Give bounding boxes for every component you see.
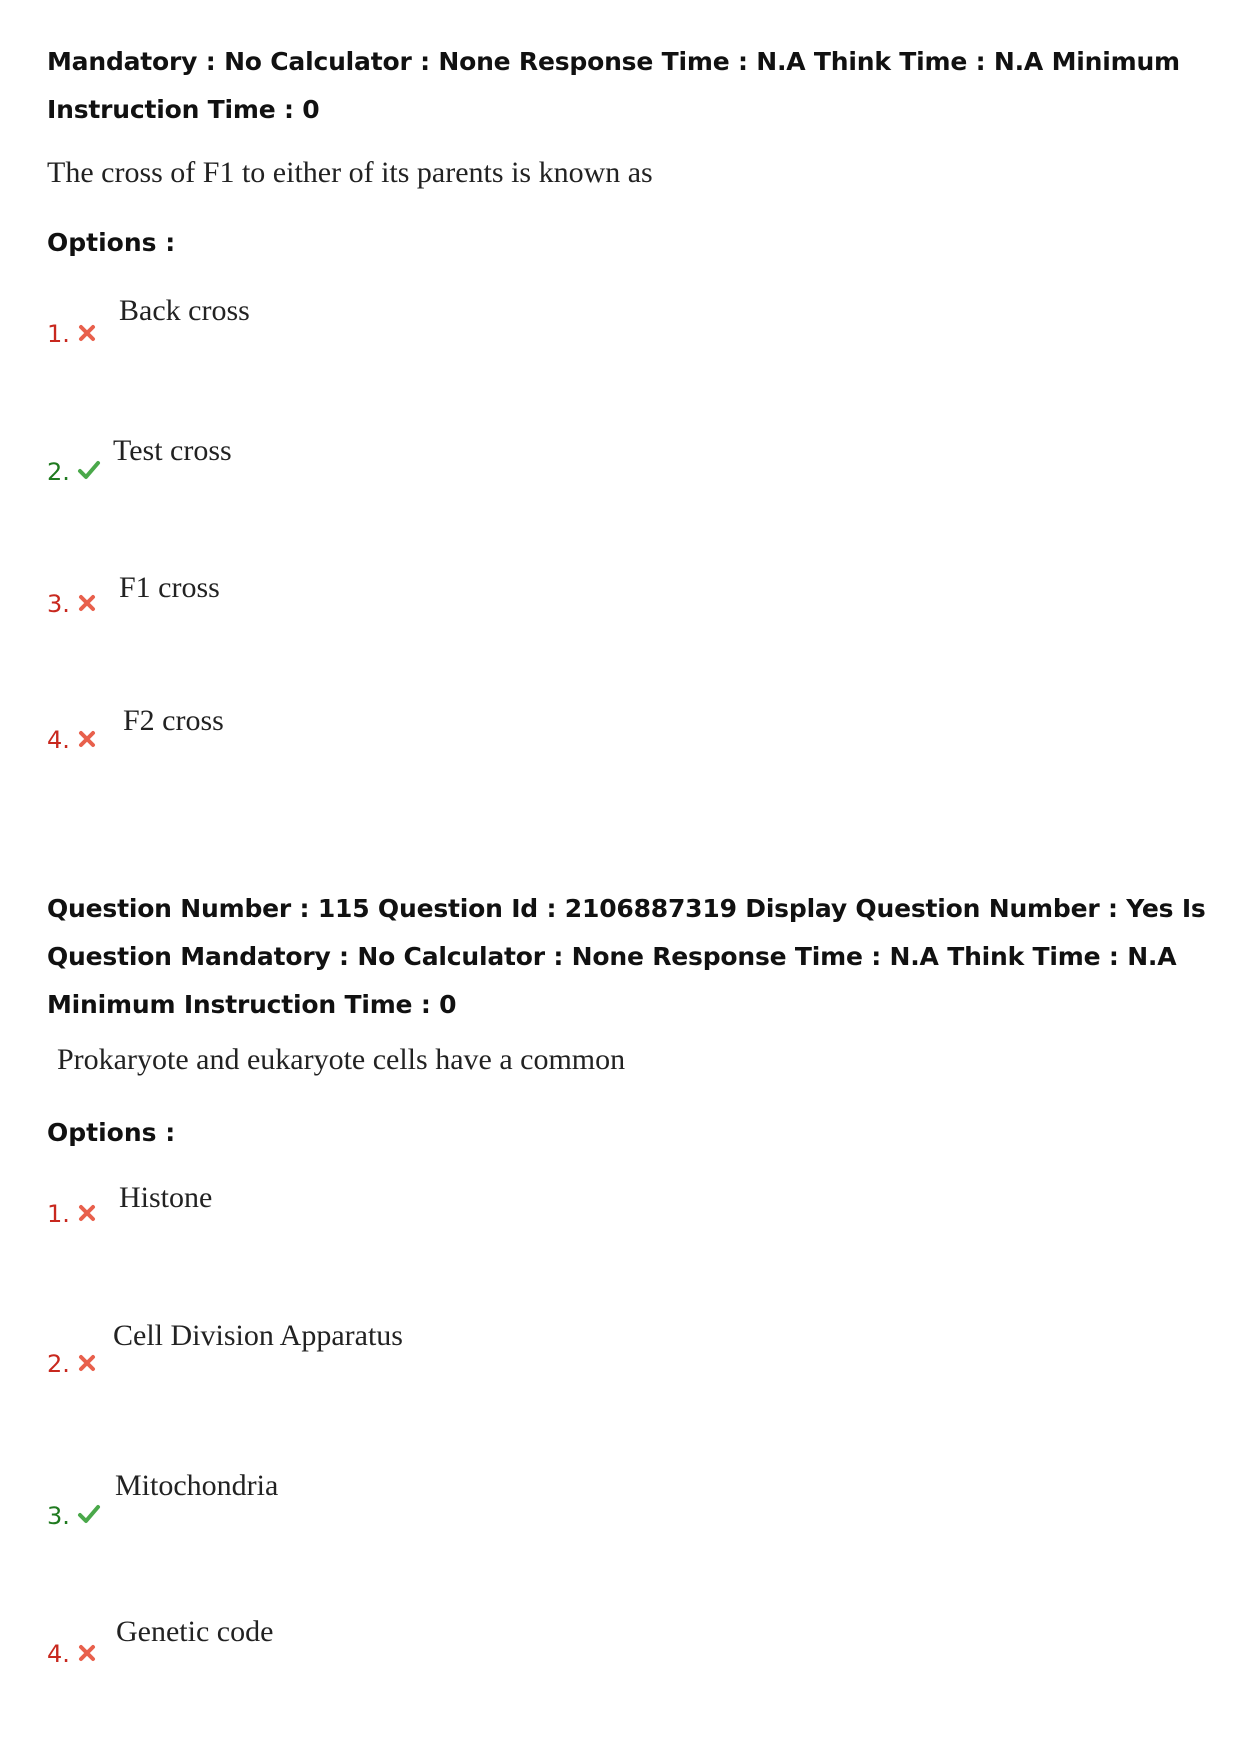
question-text: Prokaryote and eukaryote cells have a common bbox=[57, 1043, 626, 1076]
option-number: 4. bbox=[47, 1640, 70, 1668]
cross-icon bbox=[77, 323, 97, 343]
option-text: Back cross bbox=[119, 294, 250, 327]
option-number: 1. bbox=[47, 320, 70, 348]
option-number: 1. bbox=[47, 1200, 70, 1228]
option-text: Test cross bbox=[113, 434, 232, 467]
option-number: 3. bbox=[47, 590, 70, 618]
option-text: Mitochondria bbox=[115, 1469, 279, 1502]
question-meta: Mandatory : No Calculator : None Response Time : N.A Think Time : N.A Minimum Instruction Time : 0 bbox=[47, 47, 1180, 124]
options-label: Options : bbox=[47, 1118, 176, 1147]
cross-icon bbox=[77, 729, 97, 749]
cross-icon bbox=[77, 1203, 97, 1223]
cross-icon bbox=[77, 1353, 97, 1373]
cross-icon bbox=[77, 1643, 97, 1663]
question-text: The cross of F1 to either of its parents is known as bbox=[47, 156, 653, 189]
option-text: Cell Division Apparatus bbox=[113, 1319, 403, 1352]
option-number: 2. bbox=[47, 458, 70, 486]
option-number: 4. bbox=[47, 726, 70, 754]
option-number: 3. bbox=[47, 1502, 70, 1530]
option-text: F1 cross bbox=[119, 571, 220, 604]
option-text: Histone bbox=[119, 1181, 213, 1214]
option-text: F2 cross bbox=[123, 704, 224, 737]
question-meta: Question Number : 115 Question Id : 2106887319 Display Question Number : Yes Is Question Mandatory : No Calculator : None Response Time : N.A Think Time : N.A Minimum Instruction Time : 0 bbox=[47, 894, 1206, 1019]
options-label: Options : bbox=[47, 228, 176, 257]
option-text: Genetic code bbox=[116, 1615, 274, 1648]
option-number: 2. bbox=[47, 1350, 70, 1378]
check-icon bbox=[77, 459, 101, 481]
check-icon bbox=[77, 1503, 101, 1525]
cross-icon bbox=[77, 593, 97, 613]
